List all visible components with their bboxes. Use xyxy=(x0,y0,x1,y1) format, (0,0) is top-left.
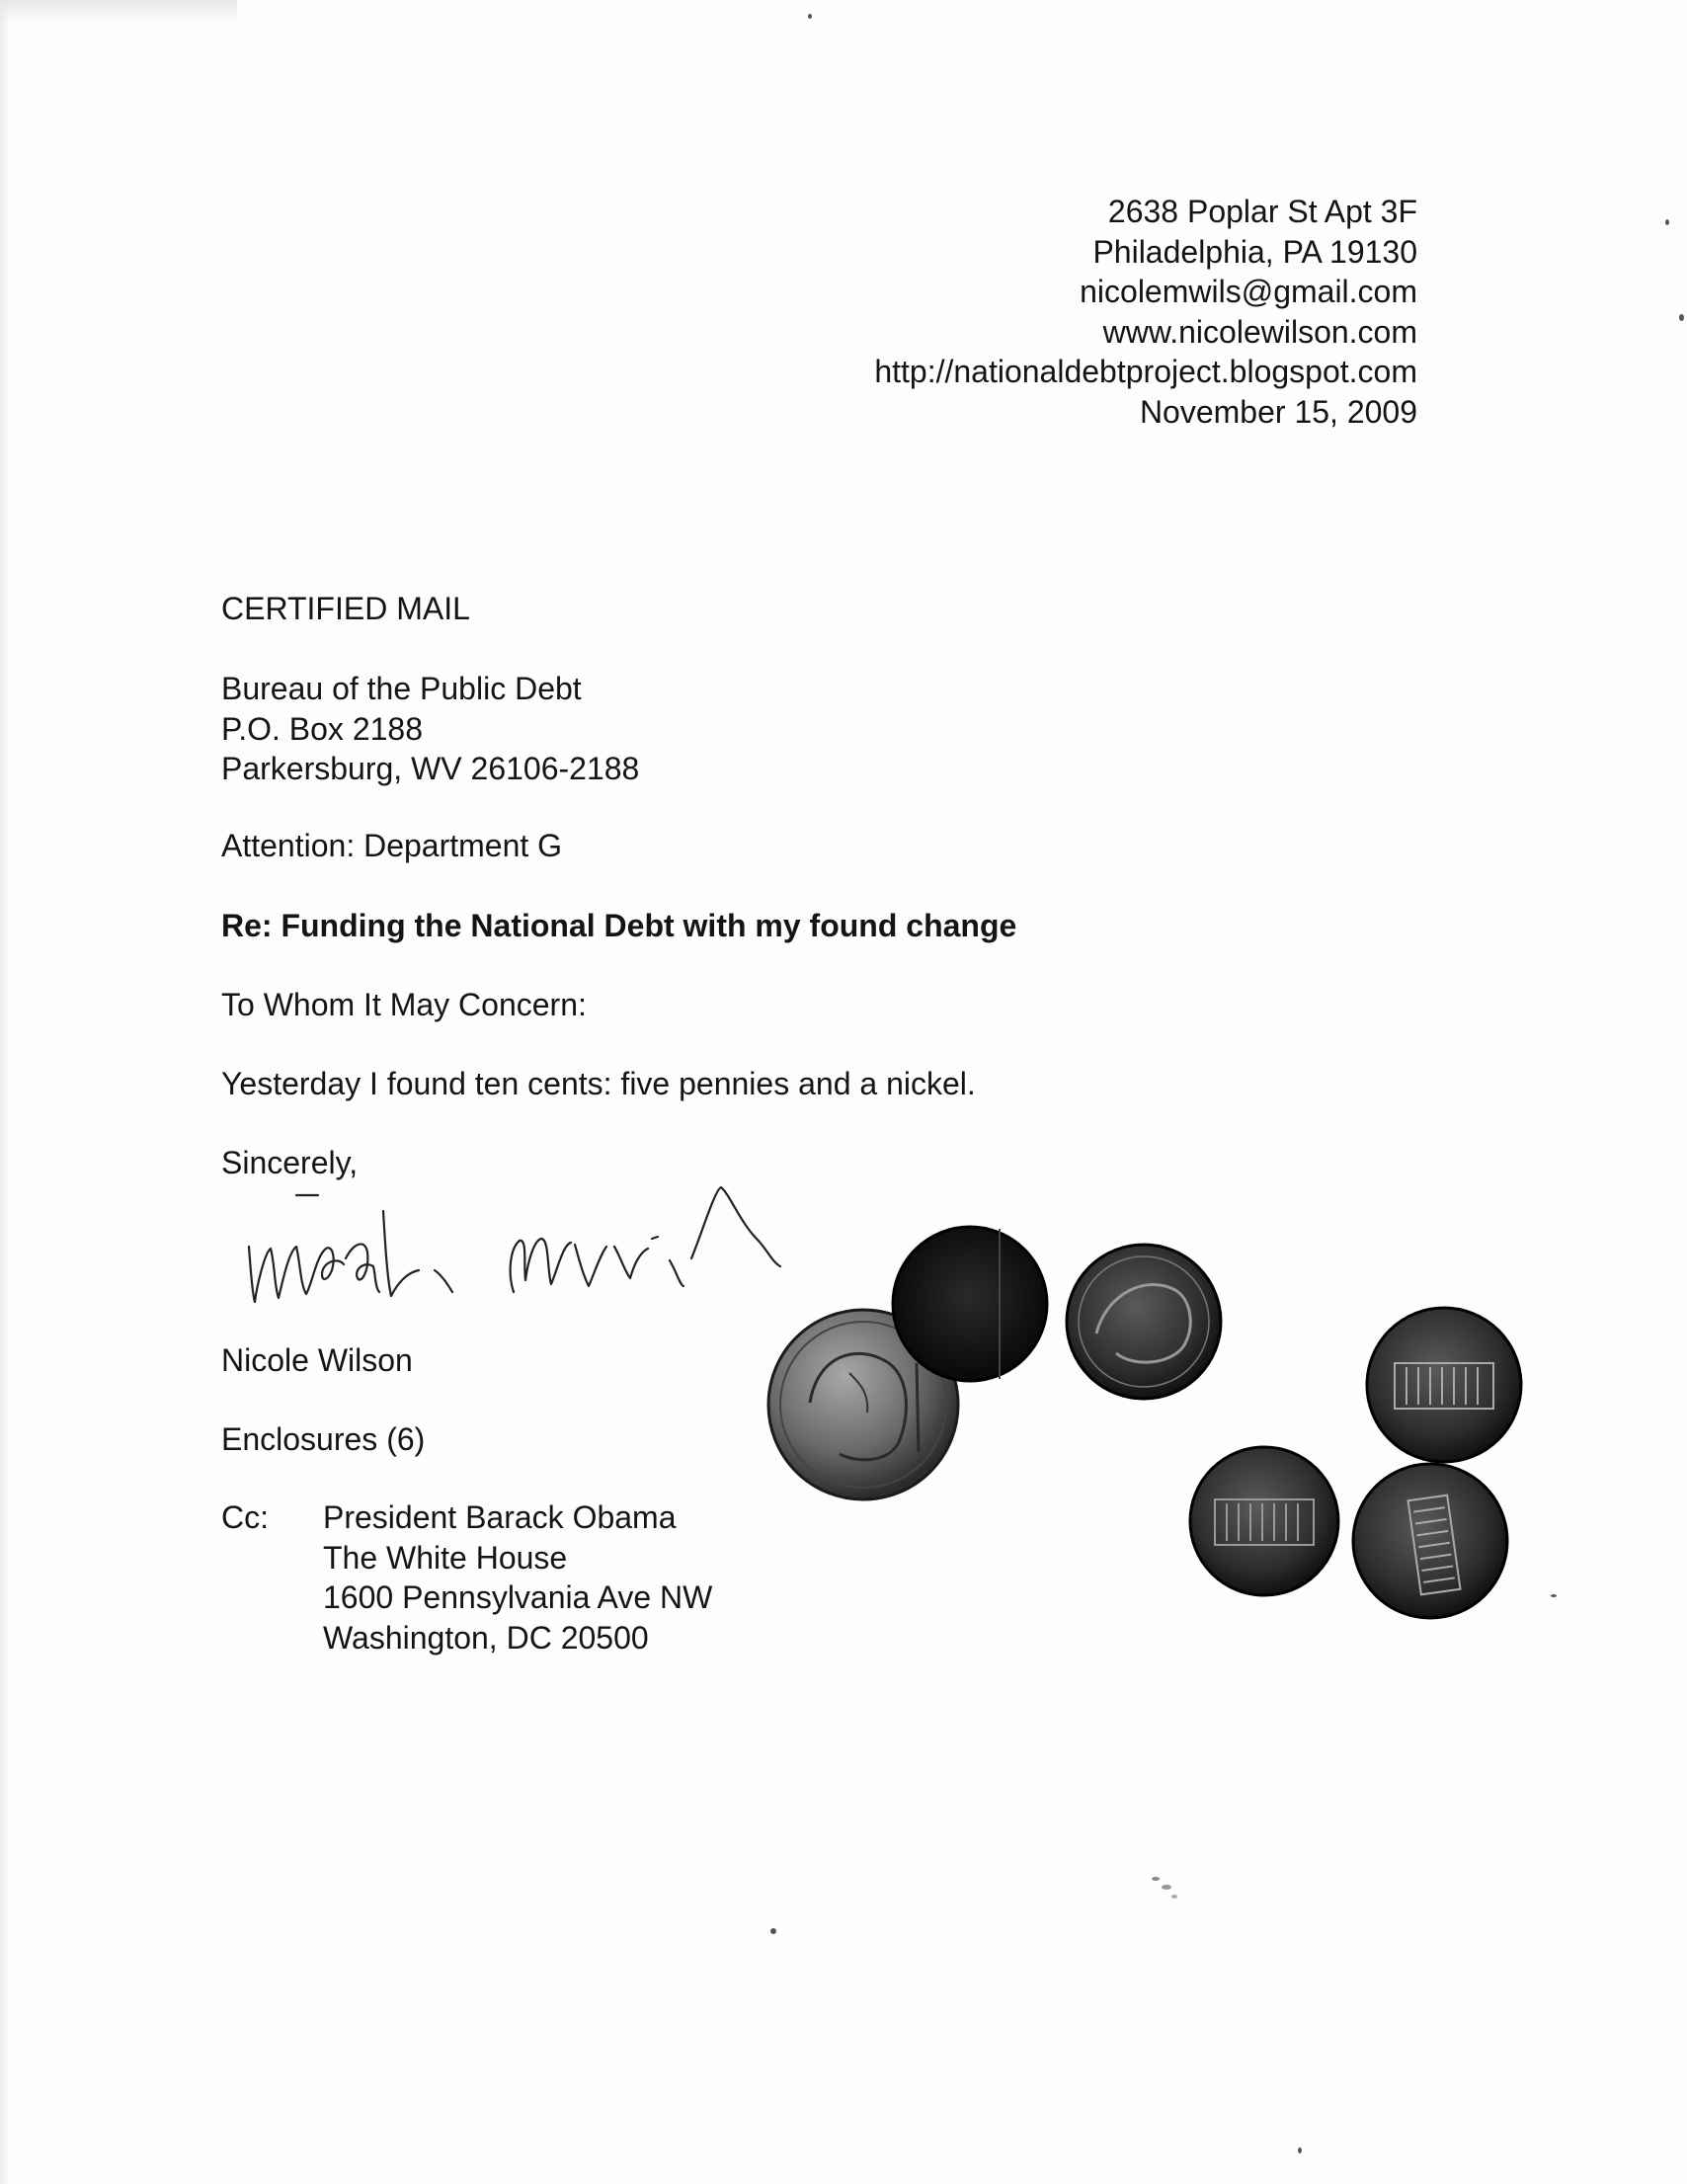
sender-address-block xyxy=(874,192,1417,432)
closing: Sincerely, xyxy=(221,1145,359,1180)
scan-speck xyxy=(1679,314,1684,321)
penny-coin-reverse-3 xyxy=(1353,1464,1507,1618)
penny-coin-reverse-2 xyxy=(1367,1308,1521,1462)
cc-city-state-zip: Washington, DC 20500 xyxy=(323,1619,649,1656)
letter-date: November 15, 2009 xyxy=(1139,393,1417,430)
sender-street: 2638 Poplar St Apt 3F xyxy=(1107,194,1417,229)
delivery-method: CERTIFIED MAIL xyxy=(221,591,470,626)
enclosures-note: Enclosures (6) xyxy=(221,1421,426,1457)
recipient-po-box: P.O. Box 2188 xyxy=(221,710,423,747)
cc-address-block xyxy=(323,1497,712,1658)
recipient-name: Bureau of the Public Debt xyxy=(221,671,582,706)
cc-name: President Barack Obama xyxy=(323,1499,677,1535)
scan-speck xyxy=(1162,1885,1171,1890)
handwritten-signature xyxy=(227,1175,780,1304)
scan-speck xyxy=(770,1928,776,1934)
subject-line: Re: Funding the National Debt with my found change xyxy=(221,908,1017,943)
scan-speck xyxy=(1665,219,1669,225)
scan-speck xyxy=(1152,1877,1160,1881)
scan-speck xyxy=(808,14,812,19)
cc-org: The White House xyxy=(323,1539,568,1576)
attention-line: Attention: Department G xyxy=(221,828,563,863)
cc-street: 1600 Pennsylvania Ave NW xyxy=(323,1579,713,1615)
body-paragraph: Yesterday I found ten cents: five pennies and a nickel. xyxy=(221,1066,976,1101)
scan-speck xyxy=(1171,1895,1177,1899)
scan-edge-shadow-top xyxy=(0,0,237,22)
sender-city-state-zip: Philadelphia, PA 19130 xyxy=(1092,233,1417,270)
penny-coin-obverse xyxy=(1067,1245,1221,1399)
sender-website: www.nicolewilson.com xyxy=(1102,313,1417,350)
scan-speck xyxy=(1298,2147,1302,2153)
coins-image xyxy=(741,1205,1551,1640)
penny-coin-dark xyxy=(893,1227,1047,1381)
scan-edge-shadow xyxy=(0,0,10,2184)
recipient-address-block xyxy=(221,669,639,789)
penny-coin-reverse-1 xyxy=(1190,1447,1338,1595)
sender-blog: http://nationaldebtproject.blogspot.com xyxy=(874,354,1417,389)
salutation: To Whom It May Concern: xyxy=(221,987,587,1022)
recipient-city-state-zip: Parkersburg, WV 26106-2188 xyxy=(221,751,640,786)
sender-email: nicolemwils@gmail.com xyxy=(1080,274,1417,309)
cc-label: Cc: xyxy=(221,1499,269,1535)
signer-name: Nicole Wilson xyxy=(221,1342,413,1378)
scan-speck xyxy=(1551,1594,1557,1597)
